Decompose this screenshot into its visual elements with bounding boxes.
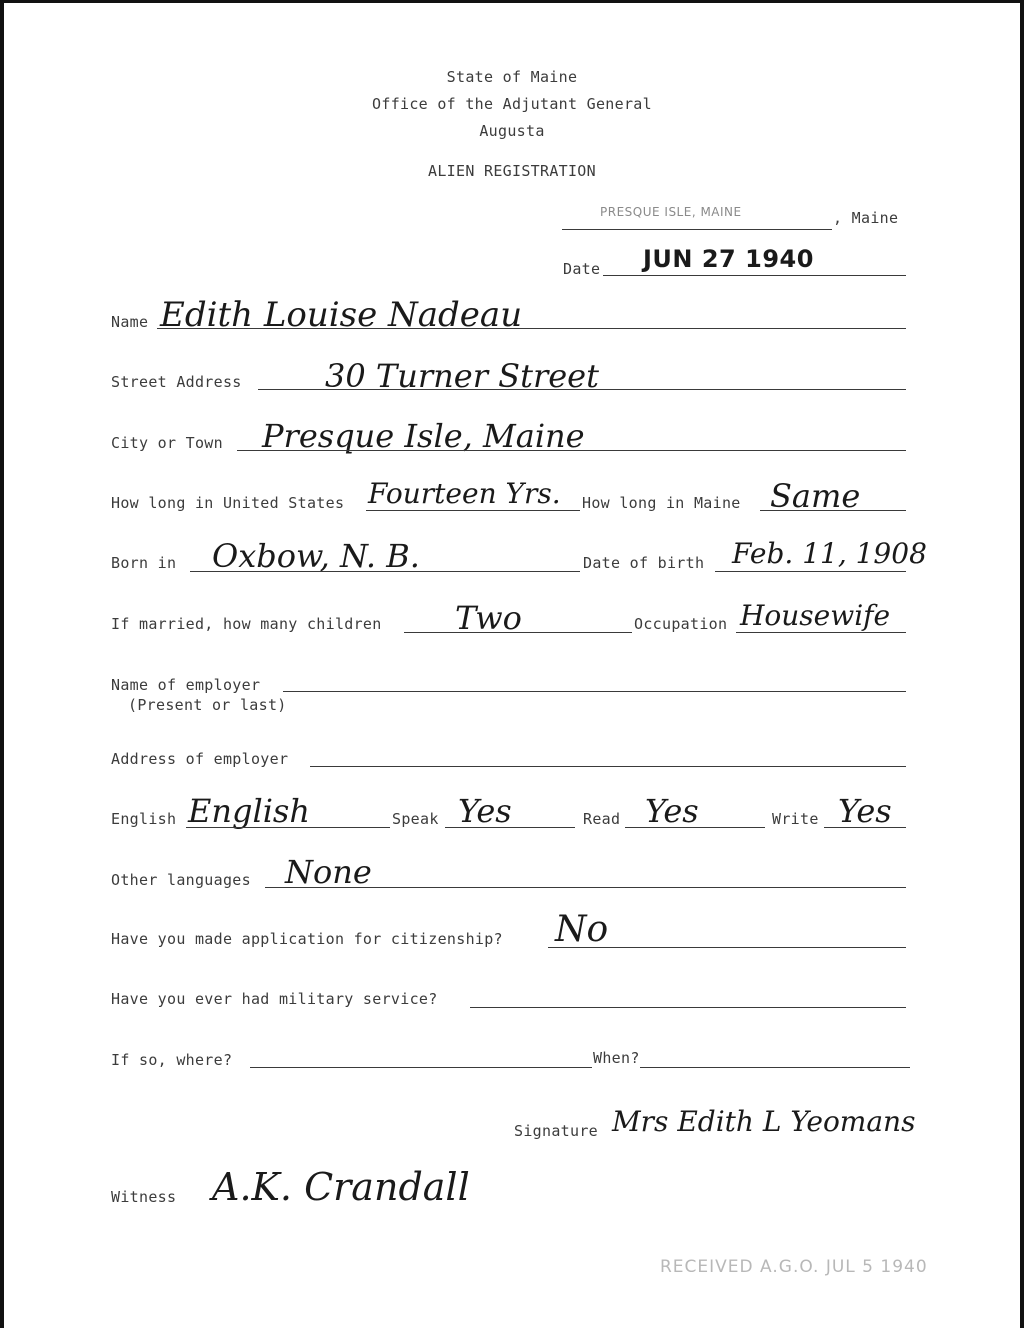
name-value: Edith Louise Nadeau [160,295,523,335]
english-label: English [111,810,177,828]
employer-name-label: Name of employer [111,676,261,694]
born-label: Born in [111,554,177,572]
scan-edge-left [0,0,4,1328]
header-state: State of Maine [446,68,578,86]
citizenship-line [548,947,906,948]
how-long-us-label: How long in United States [111,494,345,512]
read-label: Read [583,810,621,828]
street-line [258,389,906,390]
header-office: Office of the Adjutant General [372,95,652,113]
how-long-maine-line [760,510,906,511]
dob-label: Date of birth [583,554,705,572]
street-label: Street Address [111,373,242,391]
where-label: If so, where? [111,1051,233,1069]
dob-value: Feb. 11, 1908 [732,537,927,570]
born-line [190,571,580,572]
where-line [250,1067,592,1068]
citizenship-value: No [555,909,609,950]
employer-address-label: Address of employer [111,750,289,768]
date-line [603,275,906,276]
witness-label: Witness [111,1188,177,1206]
city-label: City or Town [111,434,223,452]
form-title: ALIEN REGISTRATION [428,162,596,180]
how-long-maine-value: Same [770,477,861,515]
employer-name-sublabel: (Present or last) [128,696,287,714]
citizenship-label: Have you made application for citizenship? [111,930,503,948]
other-languages-label: Other languages [111,871,251,889]
employer-name-line [283,691,906,692]
occupation-label: Occupation [634,615,728,633]
read-line [625,827,765,828]
when-label: When? [593,1049,640,1067]
born-value: Oxbow, N. B. [212,537,420,575]
speak-value: Yes [458,792,512,830]
occupation-line [736,632,906,633]
date-stamp: JUN 27 1940 [643,245,814,273]
name-label: Name [111,313,149,331]
how-long-maine-label: How long in Maine [582,494,741,512]
other-languages-line [265,887,906,888]
dob-line [715,571,906,572]
received-stamp: RECEIVED A.G.O. JUL 5 1940 [660,1257,928,1277]
occupation-value: Housewife [740,599,891,632]
signature-label: Signature [514,1122,598,1140]
place-suffix: , Maine [833,209,899,227]
city-value: Presque Isle, Maine [262,417,585,455]
how-long-us-line [366,510,580,511]
header-city: Augusta [479,122,545,140]
how-long-us-value: Fourteen Yrs. [368,477,561,510]
other-languages-value: None [285,853,372,891]
employer-address-line [310,766,906,767]
signature-value: Mrs Edith L Yeomans [612,1105,916,1138]
scan-edge-top [0,0,1024,3]
english-value: English [188,792,310,830]
write-line [824,827,906,828]
read-value: Yes [645,792,699,830]
english-line [186,827,390,828]
city-line [237,450,906,451]
street-value: 30 Turner Street [325,357,599,395]
military-line [470,1007,906,1008]
scan-edge-right [1020,0,1024,1328]
write-value: Yes [838,792,892,830]
write-label: Write [772,810,819,828]
place-stamp: PRESQUE ISLE, MAINE [600,205,742,219]
date-label: Date [563,260,601,278]
when-line [640,1067,910,1068]
military-label: Have you ever had military service? [111,990,438,1008]
speak-line [445,827,575,828]
place-line [562,229,832,230]
witness-value: A.K. Crandall [212,1165,470,1209]
children-line [404,632,632,633]
name-line [157,328,906,329]
speak-label: Speak [392,810,439,828]
children-label: If married, how many children [111,615,382,633]
children-value: Two [455,599,522,637]
